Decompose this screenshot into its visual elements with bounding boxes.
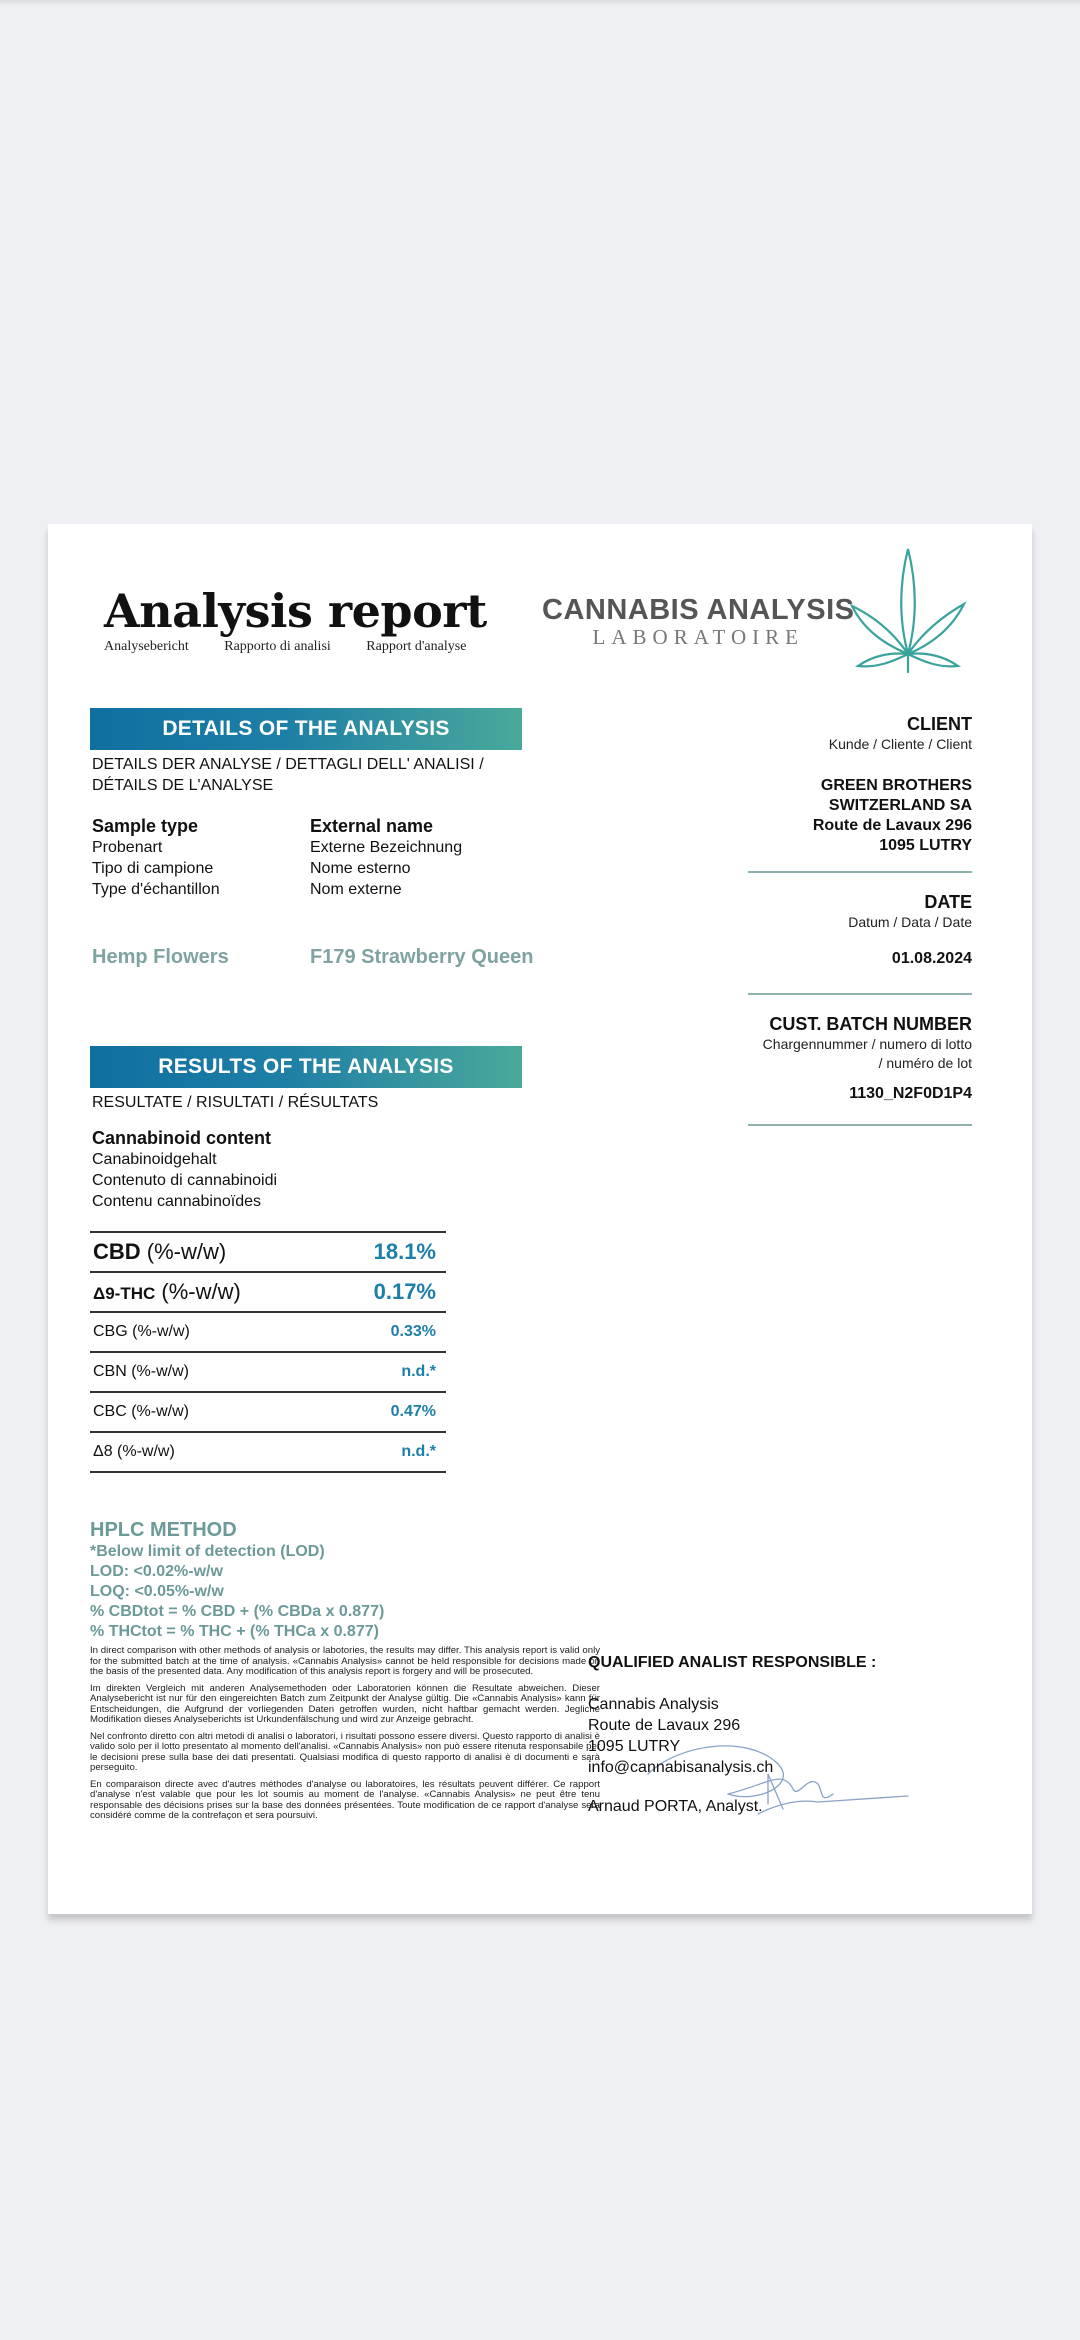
details-banner: DETAILS OF THE ANALYSIS (90, 708, 522, 750)
client-translations: Kunde / Cliente / Client (828, 736, 972, 752)
sample-type-label: Sample type (92, 816, 199, 836)
method-line: % CBDtot = % CBD + (% CBDa x 0.877) (90, 1603, 385, 1620)
table-row-cbn (90, 1353, 446, 1393)
sample-type-block (92, 816, 220, 900)
cannabinoid-content-it: Contenuto di cannabinoidi (92, 1172, 278, 1189)
details-subtitle (92, 754, 484, 796)
external-name-value: F179 Strawberry Queen (310, 946, 534, 968)
analyst-name: Arnaud PORTA, Analyst. (588, 1798, 763, 1815)
client-block (813, 714, 972, 856)
row-label: CBC (%-w/w) (93, 1403, 189, 1420)
date-title: DATE (924, 892, 972, 912)
qualified-analyst-block (588, 1654, 876, 1817)
qualified-email: info@cannabisanalysis.ch (588, 1759, 774, 1776)
batch-block (763, 1014, 972, 1103)
cannabinoid-content-block (92, 1128, 277, 1212)
qualified-line: Cannabis Analysis (588, 1696, 719, 1713)
row-value: n.d.* (401, 1363, 436, 1380)
row-label: CBG (%-w/w) (93, 1323, 190, 1340)
date-block (848, 892, 972, 968)
disclaimer (90, 1646, 600, 1828)
table-row-delta8 (90, 1433, 446, 1473)
page-title: Analysis report (104, 584, 487, 638)
subtitle-fr: Rapport d'analyse (366, 639, 467, 654)
external-name-de: Externe Bezeichnung (310, 839, 463, 856)
qualified-line: Route de Lavaux 296 (588, 1717, 741, 1734)
batch-title: CUST. BATCH NUMBER (769, 1014, 972, 1034)
disclaimer-it: Nel confronto diretto con altri metodi di analisi o laboratori, i risultati possono essere diversi. Questo rapporto di analisi è valido solo per il lotto presentato al momento dell'analisi. «Cannabis Analysis» non può essere ritenuta responsabile per le decisioni prese sulla base dei dati presentati. Qualsiasi modifica di questo rapporto di analisi è di documenti e sarà perseguito. (90, 1730, 600, 1773)
row-label: Δ8 (%-w/w) (93, 1443, 175, 1460)
row-label: CBN (%-w/w) (93, 1363, 189, 1380)
method-line: LOQ: <0.05%-w/w (90, 1583, 224, 1600)
table-row-cbd (90, 1233, 446, 1273)
client-name-line2: SWITZERLAND SA (828, 797, 972, 814)
disclaimer-en: In direct comparison with other methods of analysis or labotories, the results may differ. This analysis report is valid only for the submitted batch at the time of analysis. «Cannabis Analysis» cannot be held responsible for decisions made on the basis of the presented data. Any modification of this analysis report is forgery and will be prosecuted. (90, 1645, 600, 1677)
details-subtitle-line2: DÉTAILS DE L'ANALYSE (92, 777, 274, 794)
lab-logo-text (542, 594, 855, 650)
client-name-line1: GREEN BROTHERS (820, 777, 972, 794)
row-label-rest: (%-w/w) (140, 1239, 227, 1264)
client-title: CLIENT (907, 714, 972, 734)
results-table (90, 1231, 446, 1473)
subtitle-it: Rapporto di analisi (224, 639, 331, 654)
title-translations (104, 639, 498, 655)
row-label-bold: Δ9-THC (93, 1284, 156, 1303)
cannabinoid-content-label: Cannabinoid content (92, 1128, 271, 1148)
qualified-title: QUALIFIED ANALIST RESPONSIBLE : (588, 1654, 877, 1671)
logo-main-text: CANNABIS ANALYSIS (542, 594, 855, 626)
row-value: 0.47% (390, 1403, 436, 1420)
sample-type-it: Tipo di campione (92, 860, 214, 877)
disclaimer-de: Im direkten Vergleich mit anderen Analysemethoden oder Laboratorien können die Resultate abweichen. Dieser Analysebericht ist nur für den eingereichten Batch zum Zeitpunkt der Analyse gültig. Die «Cannabis Analysis» kann für Entscheidungen, die Aufgrund der vorliegenden Daten getroffen wurden, nicht haftbar gemacht werden. Jegliche Modifikation dieses Analyseberichts ist Urkundenfälschung und wird zur Anzeige gebracht. (90, 1682, 600, 1725)
row-label-bold: CBD (93, 1239, 141, 1264)
disclaimer-fr: En comparaison directe avec d'autres méthodes d'analyse ou laboratoires, les résultats peuvent différer. Ce rapport d'analyse n'est valable que pour les lot soumis au moment de l'analyse. «Cannabis Analysis» ne peut être tenu responsable des décisions prises sur la base des données présentées. Toute modification de ce rapport d'analyse sera considéré comme de la contrefaçon et sera poursuivi. (90, 1778, 600, 1821)
external-name-label: External name (310, 816, 434, 836)
logo-sub-text: LABORATOIRE (592, 625, 804, 649)
client-address-line1: Route de Lavaux 296 (812, 817, 972, 834)
row-label (93, 1279, 241, 1305)
top-shade (0, 0, 1080, 6)
table-row-thc (90, 1273, 446, 1313)
row-label-rest: (%-w/w) (155, 1279, 241, 1304)
external-name-it: Nome esterno (310, 860, 411, 877)
method-line: % THCtot = % THC + (% THCa x 0.877) (90, 1623, 379, 1640)
batch-translations-line2: / numéro de lot (878, 1055, 972, 1071)
external-name-block (310, 816, 462, 900)
cannabinoid-content-fr: Contenu cannabinoïdes (92, 1193, 262, 1210)
date-translations: Datum / Data / Date (848, 914, 972, 930)
table-row-cbg (90, 1313, 446, 1353)
method-line: LOD: <0.02%-w/w (90, 1563, 223, 1580)
results-subtitle: RESULTATE / RISULTATI / RÉSULTATS (92, 1094, 379, 1111)
report-page (48, 524, 1032, 1914)
sample-type-fr: Type d'échantillon (92, 881, 220, 898)
divider (748, 871, 972, 873)
batch-translations-line1: Chargennummer / numero di lotto (762, 1036, 972, 1052)
subtitle-de: Analysebericht (104, 639, 189, 654)
row-label (93, 1239, 226, 1265)
external-name-fr: Nom externe (310, 881, 402, 898)
qualified-line: 1095 LUTRY (588, 1738, 681, 1755)
date-value: 01.08.2024 (891, 950, 972, 967)
sample-type-de: Probenart (92, 839, 163, 856)
batch-value: 1130_N2F0D1P4 (849, 1085, 972, 1102)
cannabinoid-content-de: Canabinoidgehalt (92, 1151, 217, 1168)
hplc-title: HPLC METHOD (90, 1519, 237, 1541)
hplc-method-block (90, 1519, 384, 1642)
method-line: *Below limit of detection (LOD) (90, 1543, 325, 1560)
row-value: n.d.* (401, 1443, 436, 1460)
table-row-cbc (90, 1393, 446, 1433)
divider (748, 1124, 972, 1126)
results-banner: RESULTS OF THE ANALYSIS (90, 1046, 522, 1088)
row-value: 18.1% (373, 1239, 436, 1264)
divider (748, 993, 972, 995)
row-value: 0.17% (373, 1279, 436, 1304)
cannabis-leaf-icon (848, 544, 968, 674)
details-subtitle-line1: DETAILS DER ANALYSE / DETTAGLI DELL' ANALISI / (92, 756, 484, 773)
client-address-line2: 1095 LUTRY (879, 837, 972, 854)
row-value: 0.33% (390, 1323, 436, 1340)
sample-type-value: Hemp Flowers (92, 946, 229, 968)
